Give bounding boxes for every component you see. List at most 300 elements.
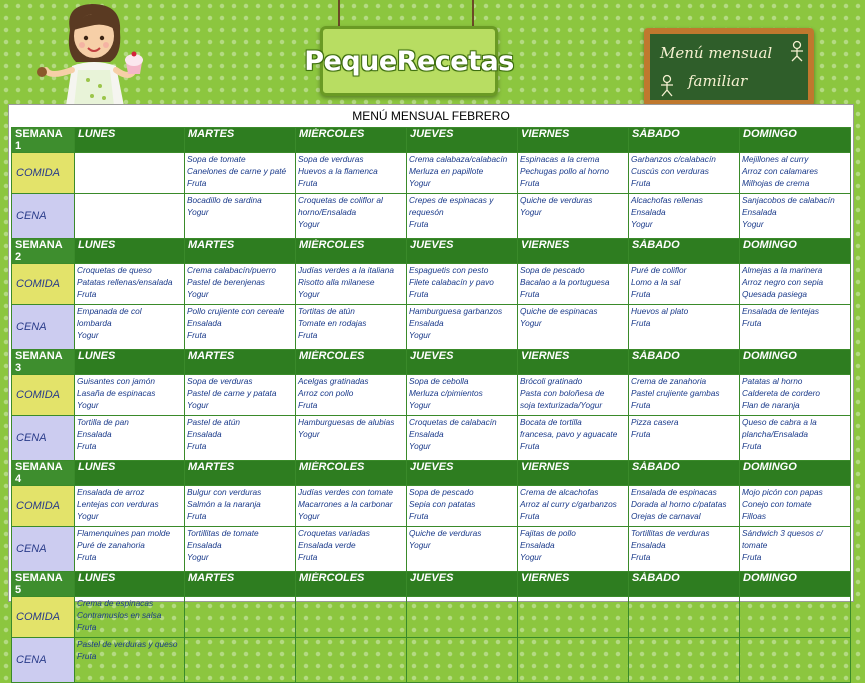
meal-cell — [407, 264, 518, 305]
meal-item: Ensalada de lentejas — [742, 306, 820, 316]
meal-item: Yogur — [409, 178, 431, 188]
meal-item: Espaguetis con pesto — [409, 265, 489, 275]
day-header: DOMINGO — [740, 350, 851, 375]
meal-item: Ensalada — [742, 207, 777, 217]
day-header: SÁBADO — [629, 128, 740, 153]
meal-item: Ensalada — [409, 318, 444, 328]
meal-cell — [185, 153, 296, 194]
meal-cell — [185, 527, 296, 572]
meal-cell — [185, 264, 296, 305]
meal-item: Fruta — [631, 289, 651, 299]
meal-cell — [518, 638, 629, 683]
meal-cell — [75, 527, 185, 572]
meal-item: Fruta — [298, 330, 318, 340]
dinner-row — [12, 416, 851, 461]
meal-item: Yogur — [520, 318, 542, 328]
meal-item: Yogur — [77, 511, 99, 521]
meal-item: Salmón a la naranja — [187, 499, 261, 509]
week-label: SEMANA 1 — [12, 128, 75, 153]
meal-cell — [629, 416, 740, 461]
meal-cell — [407, 486, 518, 527]
meal-item: Sopa de pescado — [520, 265, 585, 275]
day-header: MIÉRCOLES — [296, 239, 407, 264]
meal-item: Cuscús con verduras — [631, 166, 709, 176]
dinner-label: CENA — [12, 638, 75, 683]
day-header: LUNES — [75, 128, 185, 153]
meal-cell — [518, 597, 629, 638]
meal-cell — [296, 375, 407, 416]
meal-item: Fruta — [77, 289, 97, 299]
week-header-row — [12, 128, 851, 153]
meal-item: Fruta — [187, 330, 207, 340]
meal-item: Dorada al horno c/patatas — [631, 499, 727, 509]
day-header: LUNES — [75, 461, 185, 486]
meal-item: Yogur — [187, 207, 209, 217]
meal-item: Flan de naranja — [742, 400, 800, 410]
meal-item: Sopa de verduras — [298, 154, 364, 164]
meal-cell — [75, 264, 185, 305]
meal-item: Macarrones a la carbonar — [298, 499, 393, 509]
meal-item: Croquetas de calabacín — [409, 417, 497, 427]
meal-cell — [740, 638, 851, 683]
logo-rope-left — [338, 0, 340, 28]
meal-item: Sándwich 3 quesos c/ — [742, 528, 823, 538]
meal-cell — [518, 486, 629, 527]
meal-cell — [518, 153, 629, 194]
meal-item: Croquetas de queso — [77, 265, 152, 275]
meal-item: Ensalada — [187, 318, 222, 328]
meal-cell — [185, 194, 296, 239]
day-header: VIERNES — [518, 128, 629, 153]
meal-item: Merluza c/pimientos — [409, 388, 483, 398]
meal-item: Flamenquines pan molde — [77, 528, 171, 538]
meal-item: Filloas — [742, 511, 766, 521]
meal-item: plancha/Ensalada — [742, 429, 808, 439]
meal-cell — [296, 597, 407, 638]
meal-item: Fruta — [742, 318, 762, 328]
meal-item: Fruta — [298, 400, 318, 410]
meal-item: Yogur — [409, 441, 431, 451]
day-header: MIÉRCOLES — [296, 572, 407, 597]
meal-item: Hamburguesa garbanzos — [409, 306, 503, 316]
meal-item: Tortilla de pan — [77, 417, 129, 427]
meal-cell — [629, 153, 740, 194]
meal-cell — [407, 194, 518, 239]
meal-item: Ensalada — [187, 540, 222, 550]
meal-item: Ensalada — [631, 207, 666, 217]
meal-item: Bocadillo de sardina — [187, 195, 262, 205]
meal-item: Caldereta de cordero — [742, 388, 820, 398]
meal-item: Canelones de carne y paté — [187, 166, 287, 176]
meal-item: Yogur — [77, 400, 99, 410]
day-header: MIÉRCOLES — [296, 350, 407, 375]
day-header: DOMINGO — [740, 128, 851, 153]
day-header: MARTES — [185, 572, 296, 597]
meal-item: Fruta — [77, 441, 97, 451]
meal-cell — [75, 638, 185, 683]
lunch-row — [12, 264, 851, 305]
meal-item: Fruta — [77, 651, 97, 661]
meal-item: Bocata de tortilla — [520, 417, 582, 427]
meal-item: Huevos a la flamenca — [298, 166, 378, 176]
meal-cell — [296, 486, 407, 527]
meal-cell — [296, 416, 407, 461]
meal-item: Fruta — [298, 552, 318, 562]
meal-cell — [740, 194, 851, 239]
meal-cell — [185, 375, 296, 416]
lunch-row — [12, 375, 851, 416]
meal-item: Pastel de berenjenas — [187, 277, 265, 287]
meal-item: Sopa de verduras — [187, 376, 253, 386]
day-header: MARTES — [185, 461, 296, 486]
meal-cell — [75, 153, 185, 194]
meal-cell — [407, 305, 518, 350]
meal-cell — [296, 305, 407, 350]
meal-item: requesón — [409, 207, 444, 217]
meal-cell — [740, 416, 851, 461]
meal-item: Fruta — [520, 511, 540, 521]
meal-item: Judías verdes con tomate — [298, 487, 394, 497]
meal-item: Filete calabacín y pavo — [409, 277, 494, 287]
meal-cell — [75, 486, 185, 527]
meal-cell — [296, 638, 407, 683]
meal-cell — [185, 486, 296, 527]
day-header: LUNES — [75, 350, 185, 375]
meal-item: Yogur — [409, 400, 431, 410]
meal-item: Yogur — [187, 400, 209, 410]
dinner-label: CENA — [12, 527, 75, 572]
meal-item: soja texturizada/Yogur — [520, 400, 603, 410]
meal-cell — [740, 597, 851, 638]
dinner-label: CENA — [12, 416, 75, 461]
day-header: DOMINGO — [740, 239, 851, 264]
meal-item: lombarda — [77, 318, 112, 328]
meal-item: Sopa de cebolla — [409, 376, 469, 386]
meal-item: Huevos al plato — [631, 306, 689, 316]
week-label: SEMANA 3 — [12, 350, 75, 375]
chalkboard-sign — [644, 28, 814, 106]
meal-item: Sopa de tomate — [187, 154, 246, 164]
chef-illustration — [30, 0, 160, 106]
meal-item: Puré de zanahoria — [77, 540, 145, 550]
day-header: JUEVES — [407, 350, 518, 375]
lunch-label: COMIDA — [12, 597, 75, 638]
meal-item: Tomate en rodajas — [298, 318, 367, 328]
meal-item: francesa, pavo y aguacate — [520, 429, 618, 439]
meal-item: Fruta — [631, 178, 651, 188]
meal-cell — [629, 638, 740, 683]
meal-item: Judías verdes a la italiana — [298, 265, 394, 275]
meal-item: Sanjacobos de calabacín — [742, 195, 835, 205]
menu-table — [11, 127, 851, 683]
meal-item: Ensalada de arroz — [77, 487, 145, 497]
stick-figure-icon — [658, 74, 676, 98]
meal-cell — [740, 375, 851, 416]
lunch-label: COMIDA — [12, 153, 75, 194]
day-header: MIÉRCOLES — [296, 128, 407, 153]
meal-cell — [407, 375, 518, 416]
week-label: SEMANA 4 — [12, 461, 75, 486]
menu-card — [8, 104, 854, 666]
meal-item: Crema de zanahoria — [631, 376, 707, 386]
day-header: VIERNES — [518, 350, 629, 375]
meal-item: Arroz negro con sepia — [742, 277, 824, 287]
meal-item: Pasta con boloñesa de — [520, 388, 605, 398]
day-header: VIERNES — [518, 239, 629, 264]
meal-item: Yogur — [409, 330, 431, 340]
day-header: MIÉRCOLES — [296, 461, 407, 486]
meal-item: Sepia con patatas — [409, 499, 476, 509]
meal-item: Yogur — [298, 289, 320, 299]
meal-item: Pastel de atún — [187, 417, 241, 427]
meal-item: Tortillitas de tomate — [187, 528, 259, 538]
meal-item: Pastel de verduras y queso — [77, 639, 178, 649]
meal-item: Fruta — [631, 400, 651, 410]
meal-item: Yogur — [298, 511, 320, 521]
meal-item: Fruta — [409, 219, 429, 229]
meal-cell — [629, 194, 740, 239]
meal-item: Crema de espinacas — [77, 598, 154, 608]
meal-cell — [518, 375, 629, 416]
meal-item: Patatas al horno — [742, 376, 803, 386]
meal-item: Yogur — [187, 289, 209, 299]
meal-item: Guisantes con jamón — [77, 376, 155, 386]
logo[interactable] — [304, 26, 514, 96]
meal-item: Pastel crujiente gambas — [631, 388, 720, 398]
meal-item: Fruta — [409, 511, 429, 521]
dinner-label: CENA — [12, 194, 75, 239]
meal-item: Ensalada — [520, 540, 555, 550]
meal-cell — [75, 375, 185, 416]
meal-item: Queso de cabra a la — [742, 417, 817, 427]
meal-item: Acelgas gratinadas — [298, 376, 369, 386]
meal-item: Quiche de verduras — [520, 195, 593, 205]
meal-item: Patatas rellenas/ensalada — [77, 277, 173, 287]
meal-item: Bulgur con verduras — [187, 487, 262, 497]
meal-item: Empanada de col — [77, 306, 142, 316]
day-header: JUEVES — [407, 461, 518, 486]
week-header-row — [12, 461, 851, 486]
meal-cell — [407, 416, 518, 461]
meal-item: Sopa de pescado — [409, 487, 474, 497]
day-header: DOMINGO — [740, 461, 851, 486]
dinner-label: CENA — [12, 305, 75, 350]
dinner-row — [12, 194, 851, 239]
meal-item: Yogur — [520, 207, 542, 217]
meal-cell — [185, 416, 296, 461]
meal-cell — [185, 638, 296, 683]
chalkboard-line-1: Menú mensual — [660, 44, 773, 62]
meal-item: Brócoli gratinado — [520, 376, 583, 386]
week-header-row — [12, 239, 851, 264]
meal-item: horno/Ensalada — [298, 207, 357, 217]
day-header: DOMINGO — [740, 572, 851, 597]
meal-item: Fruta — [631, 429, 651, 439]
meal-item: Hamburguesas de alubias — [298, 417, 395, 427]
week-label: SEMANA 2 — [12, 239, 75, 264]
menu-title: MENÚ MENSUAL FEBRERO — [352, 109, 510, 123]
meal-item: Arroz al curry c/garbanzos — [520, 499, 617, 509]
meal-item: Pechugas pollo al horno — [520, 166, 610, 176]
lunch-row — [12, 486, 851, 527]
logo-rope-right — [472, 0, 474, 28]
meal-cell — [740, 305, 851, 350]
day-header: MARTES — [185, 350, 296, 375]
meal-cell — [518, 527, 629, 572]
meal-cell — [296, 153, 407, 194]
meal-cell — [518, 264, 629, 305]
meal-item: Almejas a la marinera — [742, 265, 823, 275]
meal-cell — [185, 305, 296, 350]
meal-cell — [296, 527, 407, 572]
meal-cell — [296, 264, 407, 305]
lunch-label: COMIDA — [12, 486, 75, 527]
week-label: SEMANA 5 — [12, 572, 75, 597]
day-header: LUNES — [75, 572, 185, 597]
meal-item: Yogur — [409, 540, 431, 550]
meal-cell — [629, 486, 740, 527]
meal-item: Fruta — [187, 178, 207, 188]
meal-item: Conejo con tomate — [742, 499, 812, 509]
meal-item: Ensalada — [77, 429, 112, 439]
meal-item: Quesada pasiega — [742, 289, 808, 299]
meal-item: Yogur — [298, 429, 320, 439]
meal-cell — [518, 194, 629, 239]
lunch-label: COMIDA — [12, 375, 75, 416]
day-header: VIERNES — [518, 461, 629, 486]
meal-item: Quiche de espinacas — [520, 306, 598, 316]
meal-item: Contramuslos en salsa — [77, 610, 162, 620]
day-header: SÁBADO — [629, 572, 740, 597]
meal-item: Lasaña de espinacas — [77, 388, 156, 398]
meal-cell — [740, 486, 851, 527]
meal-item: Croquetas variadas — [298, 528, 370, 538]
meal-cell — [518, 305, 629, 350]
meal-item: Fruta — [742, 441, 762, 451]
meal-item: Yogur — [631, 219, 653, 229]
meal-item: Mojo picón con papas — [742, 487, 823, 497]
meal-item: Fruta — [77, 622, 97, 632]
meal-item: Fruta — [409, 289, 429, 299]
day-header: MARTES — [185, 128, 296, 153]
meal-item: Fruta — [298, 178, 318, 188]
meal-item: Tortitas de atún — [298, 306, 355, 316]
meal-item: Crema calabaza/calabacín — [409, 154, 508, 164]
meal-item: Fruta — [187, 441, 207, 451]
meal-item: Espinacas a la crema — [520, 154, 600, 164]
meal-item: Pizza casera — [631, 417, 679, 427]
lunch-label: COMIDA — [12, 264, 75, 305]
day-header: MARTES — [185, 239, 296, 264]
day-header: JUEVES — [407, 572, 518, 597]
meal-item: Crema calabacín/puerro — [187, 265, 277, 275]
meal-item: Ensalada verde — [298, 540, 356, 550]
meal-item: Fruta — [742, 552, 762, 562]
meal-cell — [629, 264, 740, 305]
meal-item: Crepes de espinacas y — [409, 195, 494, 205]
meal-item: tomate — [742, 540, 768, 550]
meal-item: Yogur — [77, 330, 99, 340]
meal-item: Ensalada de espinacas — [631, 487, 717, 497]
logo-text: PequeRecetas — [304, 45, 514, 77]
meal-item: Orejas de carnaval — [631, 511, 701, 521]
day-header: JUEVES — [407, 128, 518, 153]
meal-item: Fruta — [631, 552, 651, 562]
dinner-row — [12, 305, 851, 350]
meal-cell — [518, 416, 629, 461]
day-header: SÁBADO — [629, 239, 740, 264]
meal-item: Ensalada — [187, 429, 222, 439]
meal-item: Fruta — [520, 289, 540, 299]
meal-item: Yogur — [520, 552, 542, 562]
meal-cell — [296, 194, 407, 239]
meal-cell — [407, 638, 518, 683]
meal-item: Lomo a la sal — [631, 277, 681, 287]
meal-item: Quiche de verduras — [409, 528, 482, 538]
meal-item: Fruta — [187, 511, 207, 521]
meal-cell — [185, 597, 296, 638]
meal-cell — [629, 597, 740, 638]
meal-cell — [629, 305, 740, 350]
meal-item: Fruta — [77, 552, 97, 562]
meal-cell — [75, 194, 185, 239]
meal-cell — [75, 416, 185, 461]
lunch-row — [12, 153, 851, 194]
meal-item: Fruta — [520, 441, 540, 451]
meal-item: Risotto alla milanese — [298, 277, 375, 287]
meal-cell — [407, 527, 518, 572]
meal-item: Milhojas de crema — [742, 178, 810, 188]
meal-item: Fruta — [520, 178, 540, 188]
meal-cell — [740, 264, 851, 305]
meal-cell — [75, 597, 185, 638]
lunch-row — [12, 597, 851, 638]
meal-item: Puré de coliflor — [631, 265, 687, 275]
meal-item: Alcachofas rellenas — [631, 195, 703, 205]
meal-item: Bacalao a la portuguesa — [520, 277, 610, 287]
meal-cell — [629, 527, 740, 572]
meal-item: Mejillones al curry — [742, 154, 809, 164]
meal-item: Arroz con pollo — [298, 388, 354, 398]
day-header: SÁBADO — [629, 461, 740, 486]
day-header: JUEVES — [407, 239, 518, 264]
meal-item: Ensalada — [631, 540, 666, 550]
day-header: LUNES — [75, 239, 185, 264]
meal-item: Tortillitas de verduras — [631, 528, 710, 538]
meal-item: Lentejas con verduras — [77, 499, 159, 509]
meal-item: Crema de alcachofas — [520, 487, 599, 497]
meal-item: Fruta — [631, 318, 651, 328]
stick-figure-icon — [788, 40, 806, 62]
meal-cell — [740, 153, 851, 194]
meal-item: Merluza en papillote — [409, 166, 484, 176]
meal-item: Yogur — [742, 219, 764, 229]
meal-item: Arroz con calamares — [742, 166, 819, 176]
meal-item: Garbanzos c/calabacín — [631, 154, 716, 164]
meal-cell — [407, 153, 518, 194]
meal-item: Pollo crujiente con cereale — [187, 306, 285, 316]
week-header-row — [12, 350, 851, 375]
meal-cell — [407, 597, 518, 638]
meal-item: Pastel de carne y patata — [187, 388, 277, 398]
chalkboard-line-2: familiar — [688, 72, 748, 90]
dinner-row — [12, 638, 851, 683]
week-header-row — [12, 572, 851, 597]
meal-cell — [75, 305, 185, 350]
meal-item: Croquetas de coliflor al — [298, 195, 383, 205]
meal-cell — [629, 375, 740, 416]
day-header: VIERNES — [518, 572, 629, 597]
